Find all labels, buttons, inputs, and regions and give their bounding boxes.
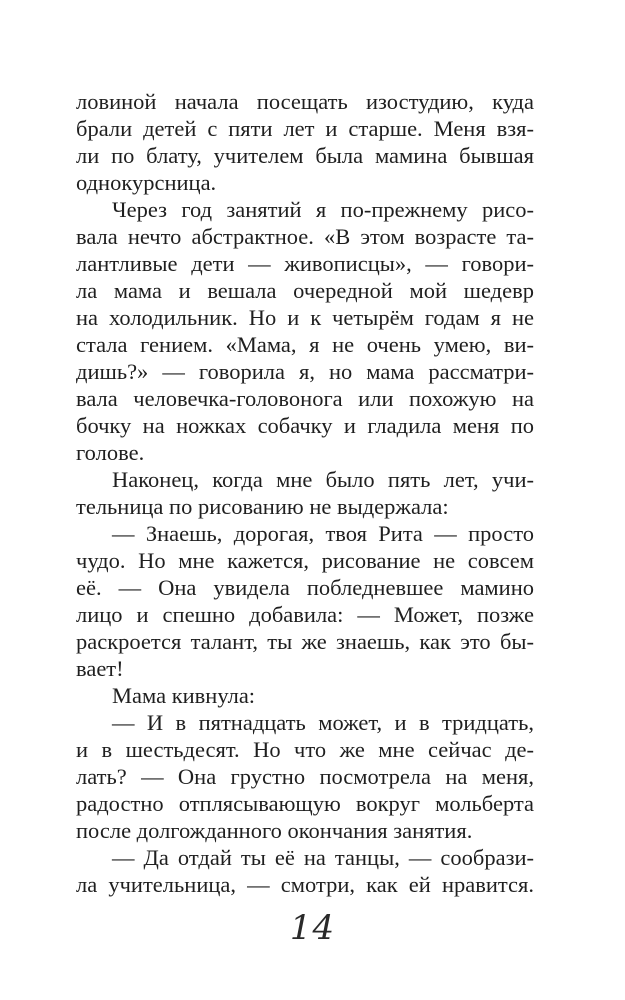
text-line: ла учительница, — смотри, как ей нравится. [76,872,534,897]
text-line: на холодильник. Но и к четырём годам я не [76,305,534,330]
text-line: стала гением. «Мама, я не очень умею, ви- [76,332,534,357]
text-line: вает! [76,656,124,681]
text-line: дишь?» — говорила я, но мама рассматри- [76,359,534,384]
text-line: вала нечто абстрактное. «В этом возрасте та- [76,224,534,249]
text-line: лать? — Она грустно посмотрела на меня, [76,764,534,789]
text-line: лантливые дети — живописцы», — говори- [76,251,534,276]
text-line: её. — Она увидела побледневшее мамино [76,575,534,600]
text-line: Наконец, когда мне было пять лет, учи- [112,467,534,492]
text-line: ли по блату, учителем была мамина бывшая [76,143,534,168]
text-line: ловиной начала посещать изостудию, куда [76,89,534,114]
text-line: тельница по рисованию не выдержала: [76,494,449,519]
text-line: чудо. Но мне кажется, рисование не совсем [76,548,534,573]
text-line: Через год занятий я по-прежнему рисо- [112,197,534,222]
text-line: Мама кивнула: [112,683,256,708]
page-text [76,88,534,898]
text-line: и в шестьдесят. Но что же мне сейчас де- [76,737,534,762]
text-line: вала человечка-головонога или похожую на [76,386,534,411]
text-line: ла мама и вешала очередной мой шедевр [76,278,534,303]
text-line: радостно отплясывающую вокруг мольберта [76,791,534,816]
text-line: — Да отдай ты её на танцы, — сообрази- [112,845,534,870]
text-line: — Знаешь, дорогая, твоя Рита — просто [112,521,534,546]
text-line: однокурсница. [76,170,217,195]
text-line: после долгожданного окончания занятия. [76,818,473,843]
text-line: — И в пятнадцать может, и в тридцать, [112,710,534,735]
text-line: раскроется талант, ты же знаешь, как это бы- [76,629,534,654]
text-line: лицо и спешно добавила: — Может, позже [76,602,534,627]
text-line: голове. [76,440,145,465]
text-line: бочку на ножках собачку и гладила меня по [76,413,534,438]
page-number: 14 [289,908,336,948]
text-line: брали детей с пяти лет и старше. Меня взя- [76,116,534,141]
